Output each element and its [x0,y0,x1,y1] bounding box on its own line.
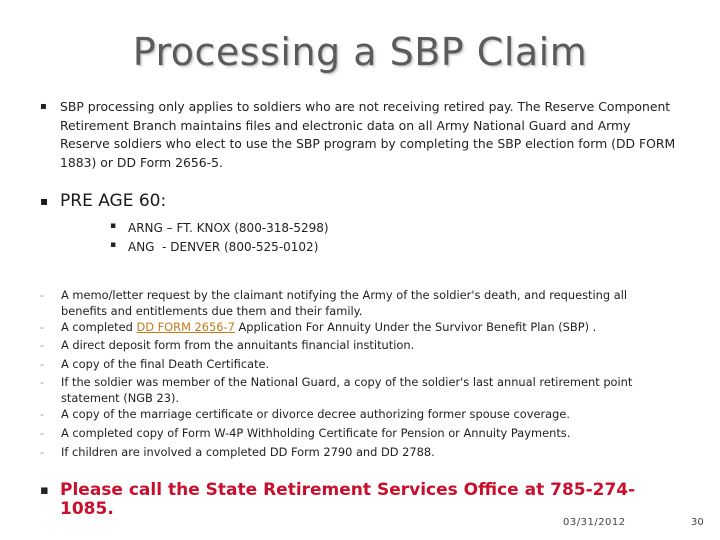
contact-arng-text: ARNG – FT. KNOX (800-318-5298) [128,221,329,235]
list-item [40,319,661,335]
list-item-text: If the soldier was member of the National Guard, a copy of the soldier's last annual retirement point statement (NGB 23). [61,375,633,405]
page-number: 30 [691,517,704,528]
dash-bullet-icon: - [40,426,45,440]
contact-arng [110,221,329,235]
bullet-icon: ▪ [40,101,47,112]
list-item-text: A copy of the final Death Certificate. [61,357,270,371]
dash-bullet-icon: - [40,320,45,334]
dd-form-2656-7-link[interactable]: DD FORM 2656-7 [136,320,235,334]
pre-age-label: PRE AGE 60: [60,191,167,211]
list-item-text: A direct deposit form from the annuitants financial institution. [61,338,415,352]
list-item [40,337,661,353]
dash-bullet-icon: - [40,445,45,459]
list-item [40,444,661,460]
footer-date: 03/31/2012 [563,517,626,528]
dash-bullet-icon: - [40,338,45,352]
dash-bullet-icon: - [40,407,45,421]
bullet-icon: ▪ [40,483,49,498]
list-item-text [61,319,661,335]
list-item [40,406,661,422]
call-to-action-text: Please call the State Retirement Services Office at 785-274-1085. [60,480,636,519]
contact-ang [110,240,318,254]
bullet-icon: ▪ [40,194,49,208]
list-item-text: If children are involved a completed DD Form 2790 and DD 2788. [61,445,435,459]
list-item-text-start: A completed [61,320,137,334]
dash-bullet-icon: - [40,357,45,371]
intro-bullet [40,98,680,172]
list-item-text-end: Application For Annuity Under the Survivor Benefit Plan (SBP) . [234,320,597,334]
list-item [40,374,661,406]
list-item-text: A memo/letter request by the claimant notifying the Army of the soldier's death, and requesting all benefits and entitlements due them and their family. [61,288,628,318]
dash-bullet-icon: - [40,288,45,302]
bullet-icon: ▪ [110,240,117,250]
list-item [40,287,661,319]
dash-bullet-icon: - [40,375,45,389]
list-item-text: A completed copy of Form W-4P Withholding Certificate for Pension or Annuity Payments. [61,426,571,440]
list-item [40,356,661,372]
list-item-text: A copy of the marriage certificate or divorce decree authorizing former spouse coverage. [61,407,570,421]
list-item [40,425,661,441]
call-to-action [40,481,650,519]
slide-title: Processing a SBP Claim [132,30,588,74]
pre-age-heading [40,191,166,211]
bullet-icon: ▪ [110,221,117,231]
contact-ang-text: ANG - DENVER (800-525-0102) [128,240,319,254]
intro-text: SBP processing only applies to soldiers who are not receiving retired pay. The Reserve Component Retirement Branch maintains files and electronic data on all Army National Guard and Army Reserve soldiers who elect to use the SBP program by completing the SBP election form (DD FORM 1883) or DD Form 2656-5. [60,99,676,170]
